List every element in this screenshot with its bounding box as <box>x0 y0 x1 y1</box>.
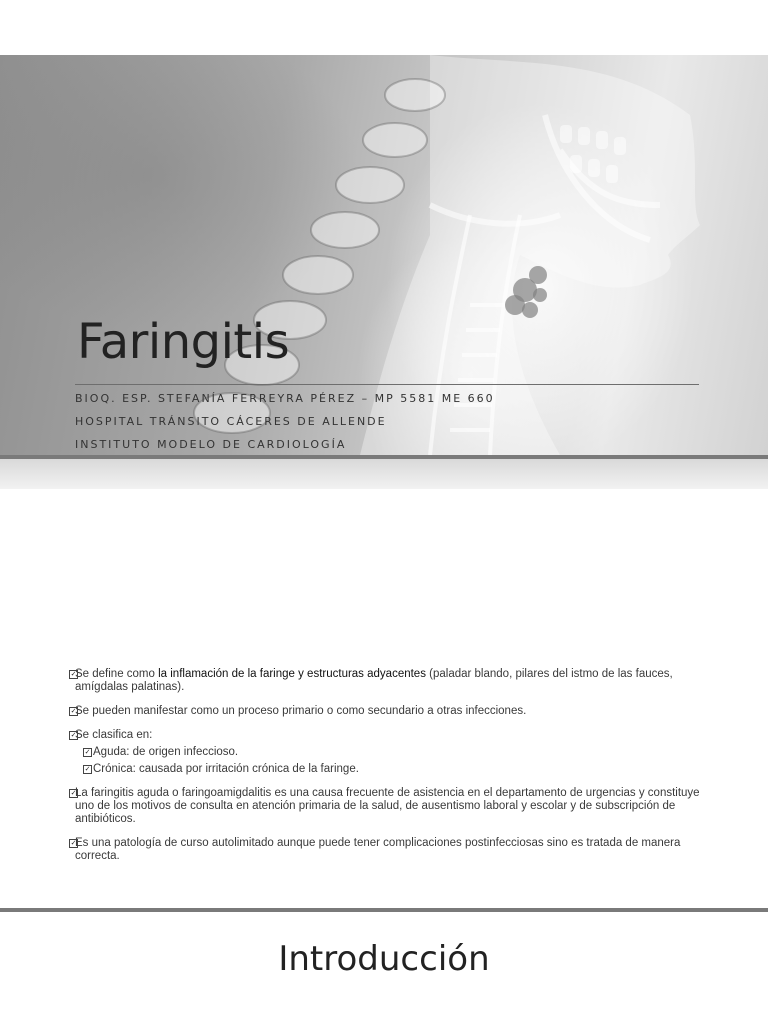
section-title: Introducción <box>278 939 490 979</box>
bullet-list <box>69 668 709 874</box>
bullet-text: Se pueden manifestar como un proceso primario o como secundario a otras infecciones. <box>75 705 527 717</box>
title-slide <box>0 55 768 455</box>
bullet-text: (paladar blando, pilares del istmo de las fauces, amígdalas palatinas). <box>75 668 673 693</box>
list-item <box>69 729 709 776</box>
subtitle-institute: INSTITUTO MODELO DE CARDIOLOGÍA <box>75 438 347 451</box>
checkbox-icon: ✓ <box>84 749 91 756</box>
checkbox-icon: ✓ <box>70 790 77 797</box>
sub-list-item <box>81 763 709 776</box>
bullet-text: La faringitis aguda o faringoamigdalitis es una causa frecuente de asistencia en el departamento de urgencias y constituye uno de los motivos de consulta en atención primaria de la salud, de ausentismo laboral y escolar y de subscripción de antibióticos. <box>75 787 700 825</box>
slide-footer-fade <box>0 459 768 489</box>
definition-highlight: la inflamación de la faringe y estructuras adyacentes <box>158 668 426 680</box>
sub-item-text: Aguda: de origen infeccioso. <box>93 746 239 758</box>
list-item <box>69 668 709 694</box>
sub-item-text: Crónica: causada por irritación crónica de la faringe. <box>93 763 359 775</box>
list-item <box>69 787 709 826</box>
slide-separator-bar <box>0 908 768 912</box>
sub-list <box>81 746 709 776</box>
slide-title: Faringitis <box>77 314 290 370</box>
checkbox-icon: ✓ <box>70 671 77 678</box>
checkbox-icon: ✓ <box>70 732 77 739</box>
bullet-text: Se clasifica en: <box>75 729 153 741</box>
sub-list-item <box>81 746 709 759</box>
list-item <box>69 837 709 863</box>
subtitle-hospital: HOSPITAL TRÁNSITO CÁCERES DE ALLENDE <box>75 415 387 428</box>
checkbox-icon: ✓ <box>70 840 77 847</box>
subtitle-author: BIOQ. ESP. STEFANÍA FERREYRA PÉREZ – MP 5581 ME 660 <box>75 392 495 405</box>
bullet-text: Se define como <box>75 668 159 680</box>
checkbox-icon: ✓ <box>70 708 77 715</box>
checkbox-icon: ✓ <box>84 766 91 773</box>
bullet-text: Es una patología de curso autolimitado aunque puede tener complicaciones postinfecciosas sino es tratada de manera correcta. <box>75 837 681 862</box>
title-divider <box>75 384 699 385</box>
list-item <box>69 705 709 718</box>
